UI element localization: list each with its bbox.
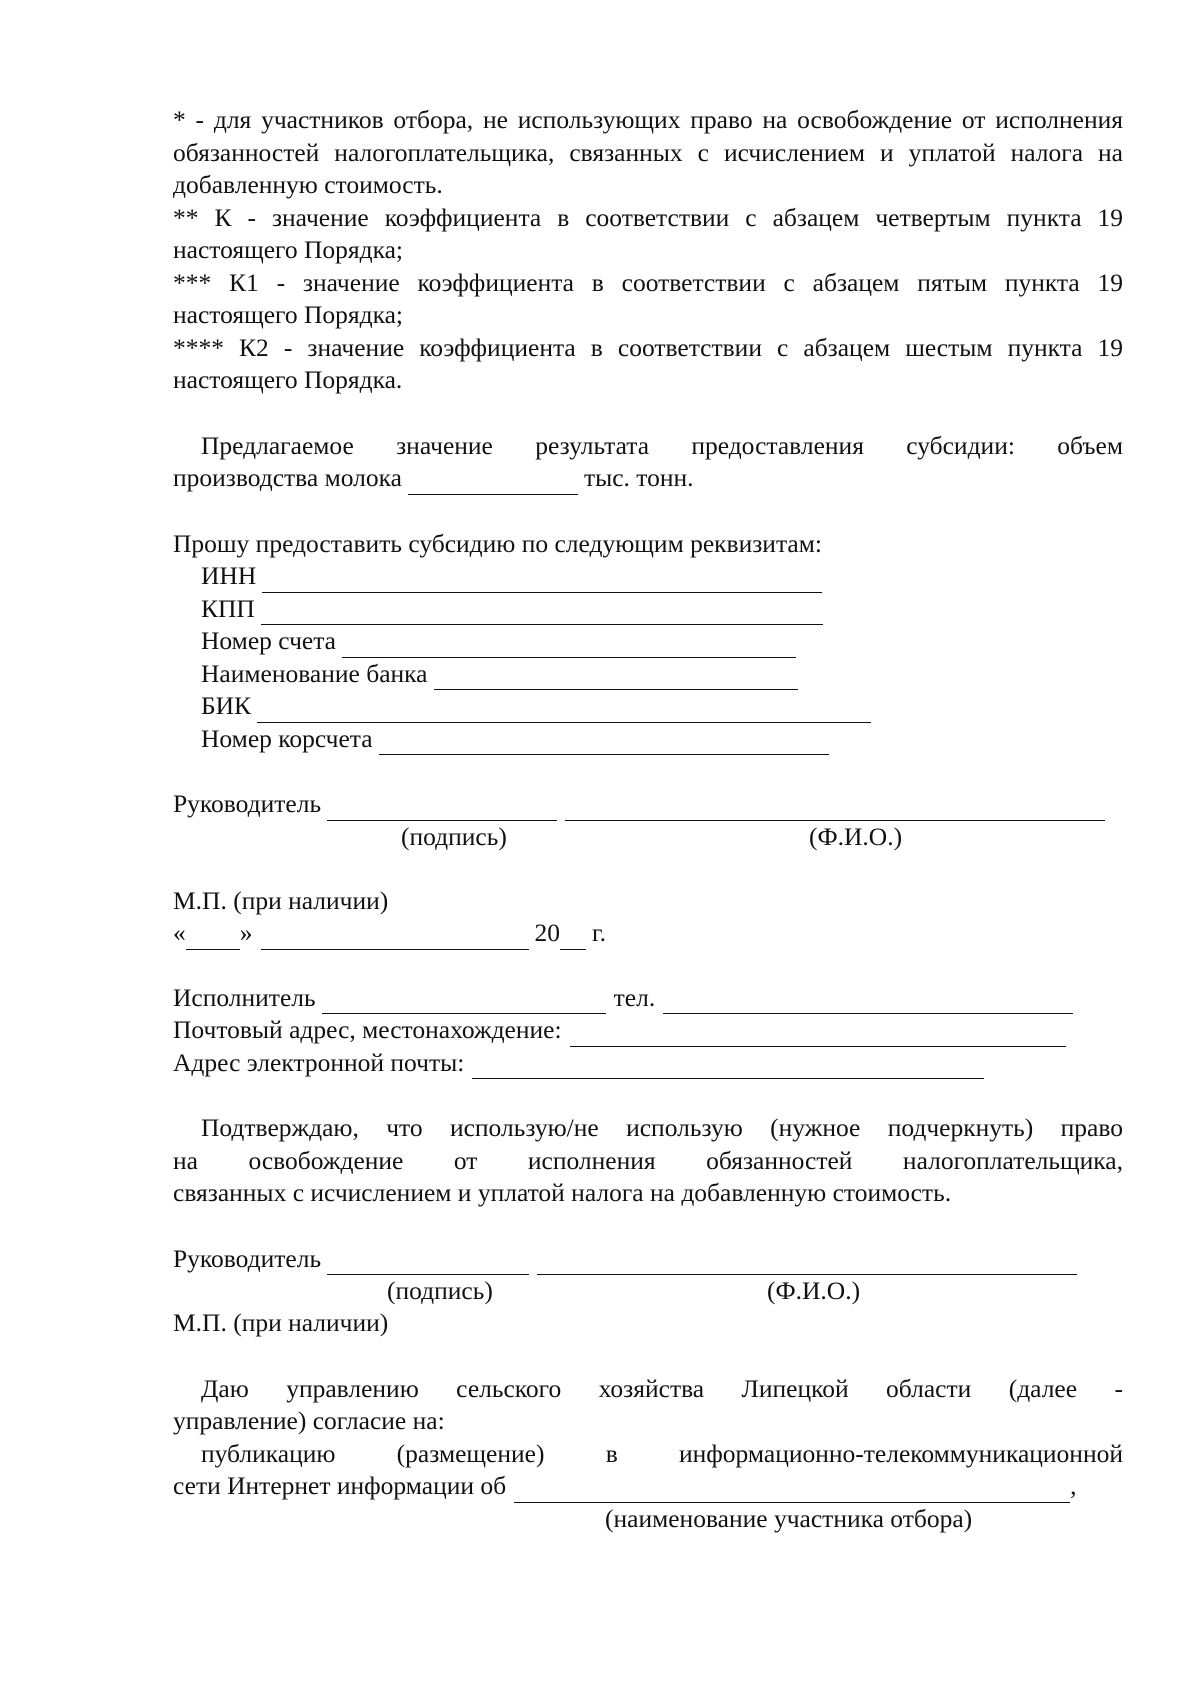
confirm-line-3: связанных с исчислением и уплатой налога на добавленную стоимость. (173, 1178, 952, 1207)
director-label-1: Руководитель (173, 789, 322, 818)
address-label: Почтовый адрес, местонахождение: (173, 1015, 562, 1044)
signature-row-1 (173, 788, 1123, 821)
bik-row (173, 690, 1123, 723)
email-field[interactable] (472, 1056, 984, 1079)
consent-line-4 (173, 1470, 1123, 1503)
stamp-note-2: М.П. (при наличии) (173, 1308, 389, 1337)
bik-field[interactable] (257, 700, 871, 723)
bik-label: БИК (201, 691, 252, 720)
inn-row (173, 560, 1123, 593)
kpp-label: КПП (201, 593, 255, 623)
kpp-row (173, 593, 1123, 626)
account-label: Номер счета (201, 626, 336, 655)
sign-caption-2: (подпись) (387, 1276, 493, 1305)
consent-line-4-comma: , (1070, 1471, 1077, 1500)
document-page (173, 104, 1123, 1535)
account-row (173, 625, 1123, 658)
day-field[interactable] (186, 927, 240, 950)
confirm-line-1: Подтверждаю, что использую/не использую (нужное подчеркнуть) право (201, 1113, 1123, 1142)
signature-field-2[interactable] (327, 1252, 529, 1275)
name-caption-2: (Ф.И.О.) (767, 1276, 861, 1305)
signature-field-1[interactable] (327, 798, 557, 821)
bank-row (173, 658, 1123, 691)
corr-account-field[interactable] (379, 732, 829, 755)
result-suffix: тыс. тонн. (583, 463, 694, 492)
address-row (173, 1014, 1123, 1047)
consent-line-2: управление) согласие на: (173, 1406, 445, 1435)
requisites-intro: Прошу предоставить субсидию по следующим реквизитам: (173, 528, 822, 558)
consent-line-1: Даю управлению сельского хозяйства Липецкой области (далее - (201, 1373, 1123, 1403)
corr-account-label: Номер корсчета (201, 723, 373, 753)
executor-label: Исполнитель (173, 982, 316, 1012)
footnote-1: * - для участников отбора, не использующих право на освобождение от исполнения обязанностей налогоплательщика, связанных с исчислением и уплатой налога на добавленную стоимость. (173, 105, 1123, 199)
address-field[interactable] (570, 1024, 1066, 1047)
name-caption-1: (Ф.И.О.) (809, 821, 903, 851)
year-suffix: г. (592, 918, 606, 947)
date-quote-close: » (239, 918, 253, 947)
month-field[interactable] (261, 927, 529, 950)
footnote-3: *** К1 - значение коэффициента в соответствии с абзацем пятым пункта 19 настоящего Порядка; (173, 267, 1123, 329)
stamp-note-1: М.П. (при наличии) (173, 885, 389, 915)
full-name-field-1[interactable] (565, 798, 1105, 821)
email-row (173, 1047, 1123, 1080)
date-row (173, 917, 1123, 950)
result-line-2 (173, 462, 1123, 495)
participant-name-field[interactable] (514, 1480, 1070, 1503)
kpp-field[interactable] (261, 602, 823, 625)
year-field[interactable] (560, 927, 586, 950)
milk-volume-field[interactable] (408, 472, 578, 495)
signature-row-2 (173, 1243, 1123, 1276)
executor-row (173, 982, 1123, 1015)
account-field[interactable] (342, 635, 796, 658)
date-quote-open: « (173, 918, 186, 947)
consent-line-4-text: сети Интернет информации об (173, 1471, 507, 1500)
signature-captions-1 (173, 821, 1123, 853)
result-line-1: Предлагаемое значение результата предоставления субсидии: объем (201, 430, 1123, 460)
phone-field[interactable] (663, 991, 1073, 1014)
corr-account-row (173, 723, 1123, 756)
consent-line-3: публикацию (размещение) в информационно-телекоммуникационной (201, 1438, 1123, 1468)
inn-field[interactable] (262, 570, 822, 593)
participant-caption-row (173, 1503, 1123, 1535)
signature-captions-2 (173, 1275, 1123, 1307)
confirm-line-2: на освобождение от исполнения обязанностей налогоплательщика, (173, 1145, 1123, 1175)
result-prefix: производства молока (173, 463, 402, 492)
phone-label: тел. (613, 982, 656, 1012)
bank-field[interactable] (434, 667, 798, 690)
participant-caption: (наименование участника отбора) (605, 1503, 973, 1533)
footnote-4: **** К2 - значение коэффициента в соответствии с абзацем шестым пункта 19 настоящего Порядка. (173, 332, 1123, 394)
bank-label: Наименование банка (201, 658, 428, 688)
sign-caption-1: (подпись) (401, 821, 507, 851)
director-label-2: Руководитель (173, 1243, 322, 1273)
full-name-field-2[interactable] (537, 1252, 1077, 1275)
year-prefix: 20 (534, 918, 560, 947)
email-label: Адрес электронной почты: (173, 1047, 465, 1077)
footnote-2: ** К - значение коэффициента в соответствии с абзацем четвертым пункта 19 настоящего Порядка; (173, 202, 1123, 264)
inn-label: ИНН (201, 561, 257, 590)
executor-field[interactable] (322, 991, 606, 1014)
